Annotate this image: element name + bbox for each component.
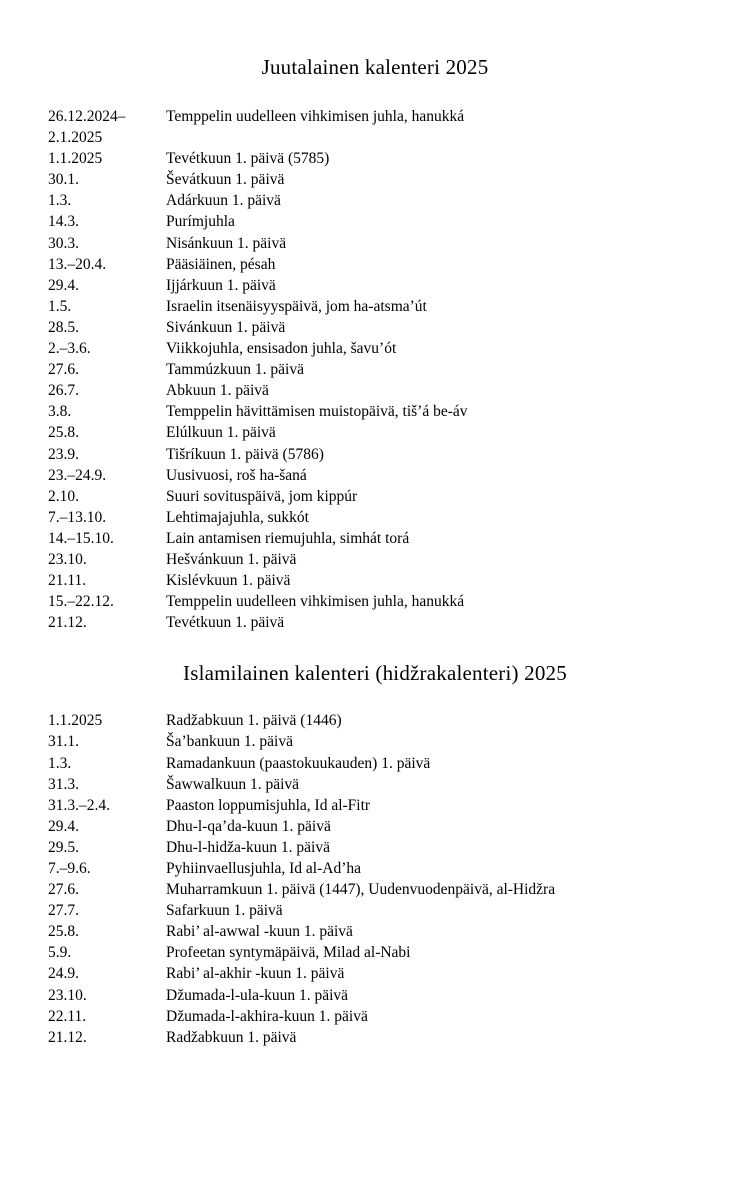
description-cell: Safarkuun 1. päivä [166,902,283,920]
date-cell: 3.8. [48,403,72,421]
date-cell: 29.5. [48,838,79,856]
description-cell: Viikkojuhla, ensisadon juhla, šavu’ót [166,340,397,358]
date-cell: 26.7. [48,382,79,400]
date-cell: 2.–3.6. [48,340,91,358]
table-row [48,211,468,232]
description-cell: Tammúzkuun 1. päivä [166,361,304,379]
date-cell: 24.9. [48,965,79,983]
table-row [48,190,468,211]
jewish-calendar-table [48,106,468,633]
table-row [48,528,468,549]
date-cell: 7.–9.6. [48,860,91,877]
date-cell: 25.8. [48,424,79,442]
table-row [48,233,468,254]
description-cell: Rabi’ al-awwal -kuun 1. päivä [166,923,353,941]
description-cell: Tišríkuun 1. päivä (5786) [166,445,324,463]
description-cell: Suuri sovituspäivä, jom kippúr [166,487,358,505]
description-cell: Purímjuhla [166,213,235,231]
date-cell: 15.–22.12. [48,593,114,611]
date-cell: 23.10. [48,550,87,568]
date-cell: 30.3. [48,234,79,252]
date-cell: 21.12. [48,614,87,632]
description-cell: Elúlkuun 1. päivä [166,424,276,442]
date-cell: 1.1.2025 [48,712,103,730]
description-cell: Temppelin uudelleen vihkimisen juhla, hanukká [166,593,465,611]
date-cell: 7.–13.10. [48,508,107,526]
table-row [48,317,468,338]
description-cell: Temppelin hävittämisen muistopäivä, tiš’á be-áv [166,403,468,421]
table-row [48,710,555,731]
description-cell: Muharramkuun 1. päivä (1447), Uudenvuodenpäivä, al-Hidžra [166,881,556,899]
description-cell: Uusivuosi, roš ha-šaná [166,466,307,484]
date-cell: 1.3. [48,754,72,772]
description-cell: Paaston loppumisjuhla, Id al-Fitr [166,796,371,814]
description-cell: Ševátkuun 1. päivä [166,171,285,189]
islamic-calendar-table [48,710,555,1048]
date-cell: 5.9. [48,944,72,962]
table-row [48,879,555,900]
date-cell: 31.1. [48,733,79,751]
jewish-calendar-table-wrap [0,80,750,633]
description-cell: Lain antamisen riemujuhla, simhát torá [166,529,410,547]
table-row [48,422,468,443]
date-cell: 27.7. [48,902,79,920]
table-row [48,169,468,190]
table-row [48,921,555,942]
table-row [48,900,555,921]
description-cell: Ramadankuun (paastokuukauden) 1. päivä [166,754,431,772]
description-cell: Sivánkuun 1. päivä [166,318,286,336]
date-text: 26.12.2024– [48,108,126,125]
description-cell: Rabi’ al-akhir -kuun 1. päivä [166,965,345,983]
table-row [48,507,468,528]
table-row [48,275,468,296]
islamic-calendar-rows [48,710,555,1048]
date-cell: 1.5. [48,297,72,315]
section-islamic-calendar [0,633,750,1048]
date-cell: 23.9. [48,445,79,463]
description-cell: Ijjárkuun 1. päivä [166,276,276,294]
date-cell: 31.3. [48,775,79,793]
table-row [48,985,555,1006]
date-cell: 21.12. [48,1028,87,1046]
page-title-islamic-calendar: Islamilainen kalenteri (hidžrakalenteri) 2025 [183,661,567,686]
date-cell: 1.1.2025 [48,150,103,168]
jewish-calendar-rows [48,106,468,633]
table-row [48,612,468,633]
date-cell: 28.5. [48,318,79,336]
date-cell: 30.1. [48,171,79,189]
description-cell: Adárkuun 1. päivä [166,192,281,210]
table-row [48,444,468,465]
description-cell: Ša’bankuun 1. päivä [166,733,293,751]
description-cell: Israelin itsenäisyyspäivä, jom ha-atsma’út [166,297,427,315]
table-row [48,465,468,486]
table-row [48,963,555,984]
description-cell: Temppelin uudelleen vihkimisen juhla, hanukká [166,108,465,125]
table-row [48,549,468,570]
date-cell: 14.–15.10. [48,529,114,547]
page-title-jewish-calendar: Juutalainen kalenteri 2025 [261,55,489,79]
table-row [48,837,555,858]
description-cell: Tevétkuun 1. päivä [166,614,285,632]
table-row [48,774,555,795]
date-cell: 27.6. [48,881,79,899]
date-cell: 25.8. [48,923,79,941]
description-cell: Pyhiinvaellusjuhla, Id al-Ad’ha [166,860,361,877]
description-cell: Džumada-l-ula-kuun 1. päivä [166,986,349,1004]
table-row [48,570,468,591]
table-row [48,401,468,422]
description-cell: Lehtimajajuhla, sukkót [166,508,309,526]
date-cell: 21.11. [48,572,87,590]
date-cell: 1.3. [48,192,72,210]
date-text-continued: 2.1.2025 [48,129,103,147]
date-cell: 23.–24.9. [48,466,107,484]
table-row [48,254,468,275]
description-cell: Kislévkuun 1. päivä [166,572,291,590]
description-cell: Dhu-l-qa’da-kuun 1. päivä [166,817,331,835]
date-cell: 22.11. [48,1007,87,1025]
table-row [48,816,555,837]
date-cell: 13.–20.4. [48,255,107,273]
table-row [48,359,468,380]
date-cell: 2.10. [48,487,79,505]
table-row [48,591,468,612]
description-cell: Hešvánkuun 1. päivä [166,550,297,568]
description-cell: Profeetan syntymäpäivä, Milad al-Nabi [166,944,411,962]
date-cell: 29.4. [48,276,79,294]
table-row [48,858,555,879]
table-row [48,942,555,963]
table-row [48,148,468,169]
description-cell: Abkuun 1. päivä [166,382,269,400]
table-row [48,1006,555,1027]
description-cell: Radžabkuun 1. päivä [166,1028,297,1046]
description-cell: Tevétkuun 1. päivä (5785) [166,150,330,168]
date-cell: 31.3.–2.4. [48,796,110,814]
description-cell: Pääsiäinen, pésah [166,255,276,273]
description-cell: Radžabkuun 1. päivä (1446) [166,712,342,730]
table-row [48,486,468,507]
date-cell: 29.4. [48,817,79,835]
table-row [48,106,468,148]
table-row [48,338,468,359]
table-row [48,753,555,774]
table-row [48,296,468,317]
description-cell: Dhu-l-hidža-kuun 1. päivä [166,838,330,856]
table-row [48,795,555,816]
table-row [48,380,468,401]
islamic-calendar-table-wrap [0,686,750,1048]
date-cell: 23.10. [48,986,87,1004]
description-cell: Nisánkuun 1. päivä [166,234,287,252]
table-row [48,1027,555,1048]
description-cell: Šawwalkuun 1. päivä [166,775,300,793]
date-cell: 27.6. [48,361,79,379]
table-row [48,731,555,752]
date-cell: 14.3. [48,213,79,231]
date-cell [48,106,166,148]
description-cell: Džumada-l-akhira-kuun 1. päivä [166,1007,368,1025]
